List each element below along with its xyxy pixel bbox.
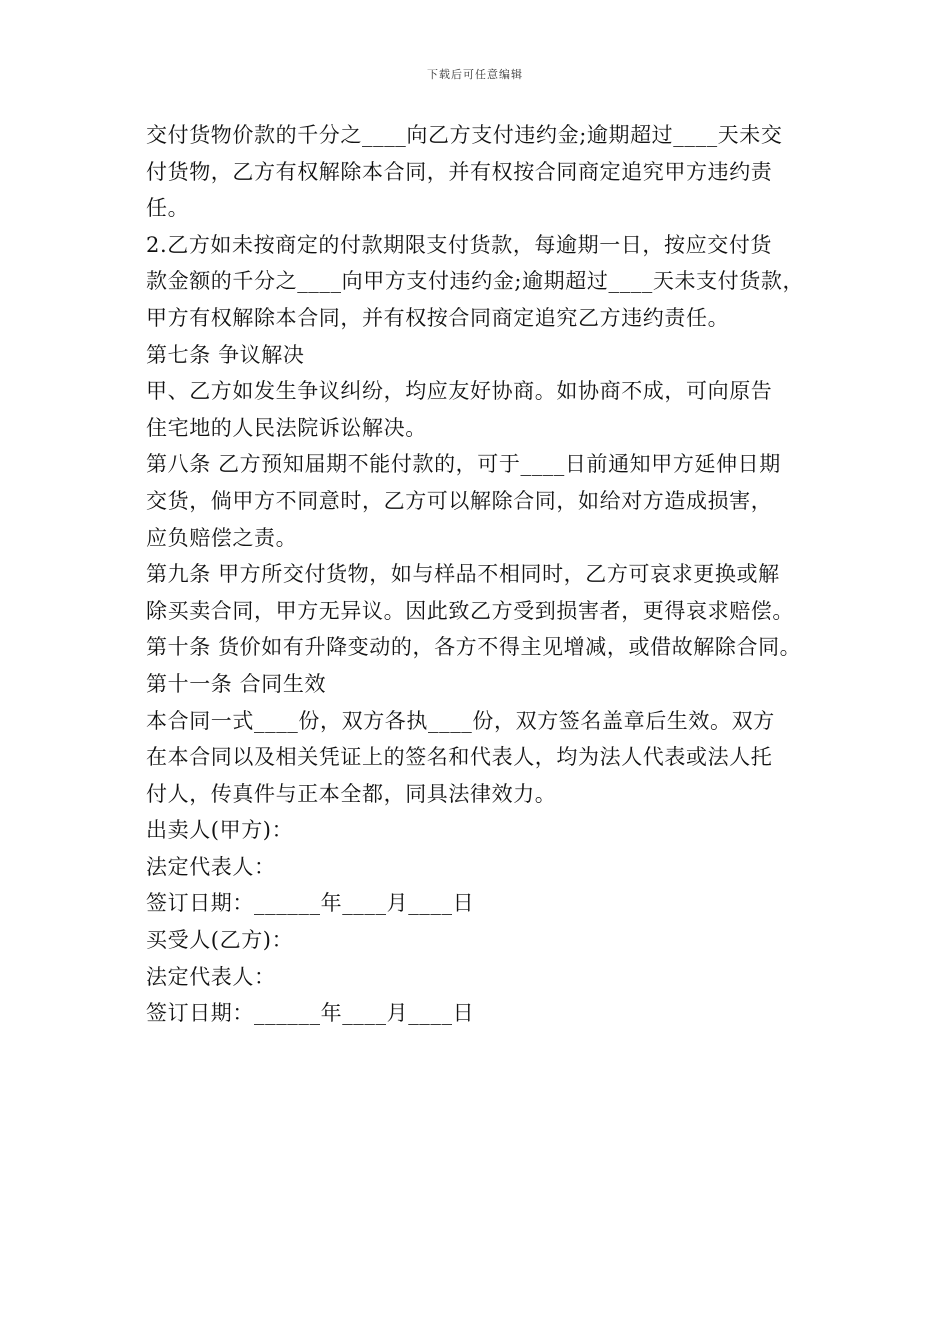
- text-line: 任。: [146, 196, 190, 221]
- text-line: 应负赔偿之责。: [146, 525, 298, 550]
- seller-sign-date: 签订日期：______年____月____日: [146, 891, 475, 916]
- text-line: 除买卖合同，甲方无异议。因此致乙方受到损害者，更得哀求赔偿。: [146, 598, 794, 623]
- seller-representative-label: 法定代表人：: [146, 854, 276, 879]
- section-heading: 第七条 争议解决: [146, 342, 305, 367]
- text-line: 本合同一式____份，双方各执____份，双方签名盖章后生效。双方: [146, 708, 775, 733]
- text-line: 付人，传真件与正本全都，同具法律效力。: [146, 781, 557, 806]
- text-line: 交货，倘甲方不同意时，乙方可以解除合同，如给对方造成损害，: [146, 488, 773, 513]
- text-line: 第八条 乙方预知届期不能付款的，可于____日前通知甲方延伸日期: [146, 452, 781, 477]
- text-line: 款金额的千分之____向甲方支付违约金;逾期超过____天未支付货款，: [146, 269, 805, 294]
- section-heading: 第十一条 合同生效: [146, 671, 327, 696]
- seller-label: 出卖人(甲方)：: [146, 818, 294, 843]
- buyer-label: 买受人(乙方)：: [146, 928, 294, 953]
- text-line: 住宅地的人民法院诉讼解决。: [146, 415, 427, 440]
- text-line: 付货物，乙方有权解除本合同，并有权按合同商定追究甲方违约责: [146, 159, 773, 184]
- text-line: 甲方有权解除本合同，并有权按合同商定追究乙方违约责任。: [146, 305, 730, 330]
- buyer-sign-date: 签订日期：______年____月____日: [146, 1001, 475, 1026]
- text-line: 第十条 货价如有升降变动的，各方不得主见增减，或借故解除合同。: [146, 635, 802, 660]
- text-line: 交付货物价款的千分之____向乙方支付违约金;逾期超过____天未交: [146, 123, 783, 147]
- text-line: 2.乙方如未按商定的付款期限支付货款，每逾期一日，按应交付货: [146, 232, 773, 257]
- text-line: 在本合同以及相关凭证上的签名和代表人，均为法人代表或法人托: [146, 745, 773, 770]
- document-body: [146, 117, 826, 1032]
- text-line: 第九条 甲方所交付货物，如与样品不相同时，乙方可哀求更换或解: [146, 562, 780, 587]
- page-header: 下载后可任意编辑: [427, 68, 523, 81]
- buyer-representative-label: 法定代表人：: [146, 964, 276, 989]
- text-line: 甲、乙方如发生争议纠纷，均应友好协商。如协商不成，可向原告: [146, 379, 773, 404]
